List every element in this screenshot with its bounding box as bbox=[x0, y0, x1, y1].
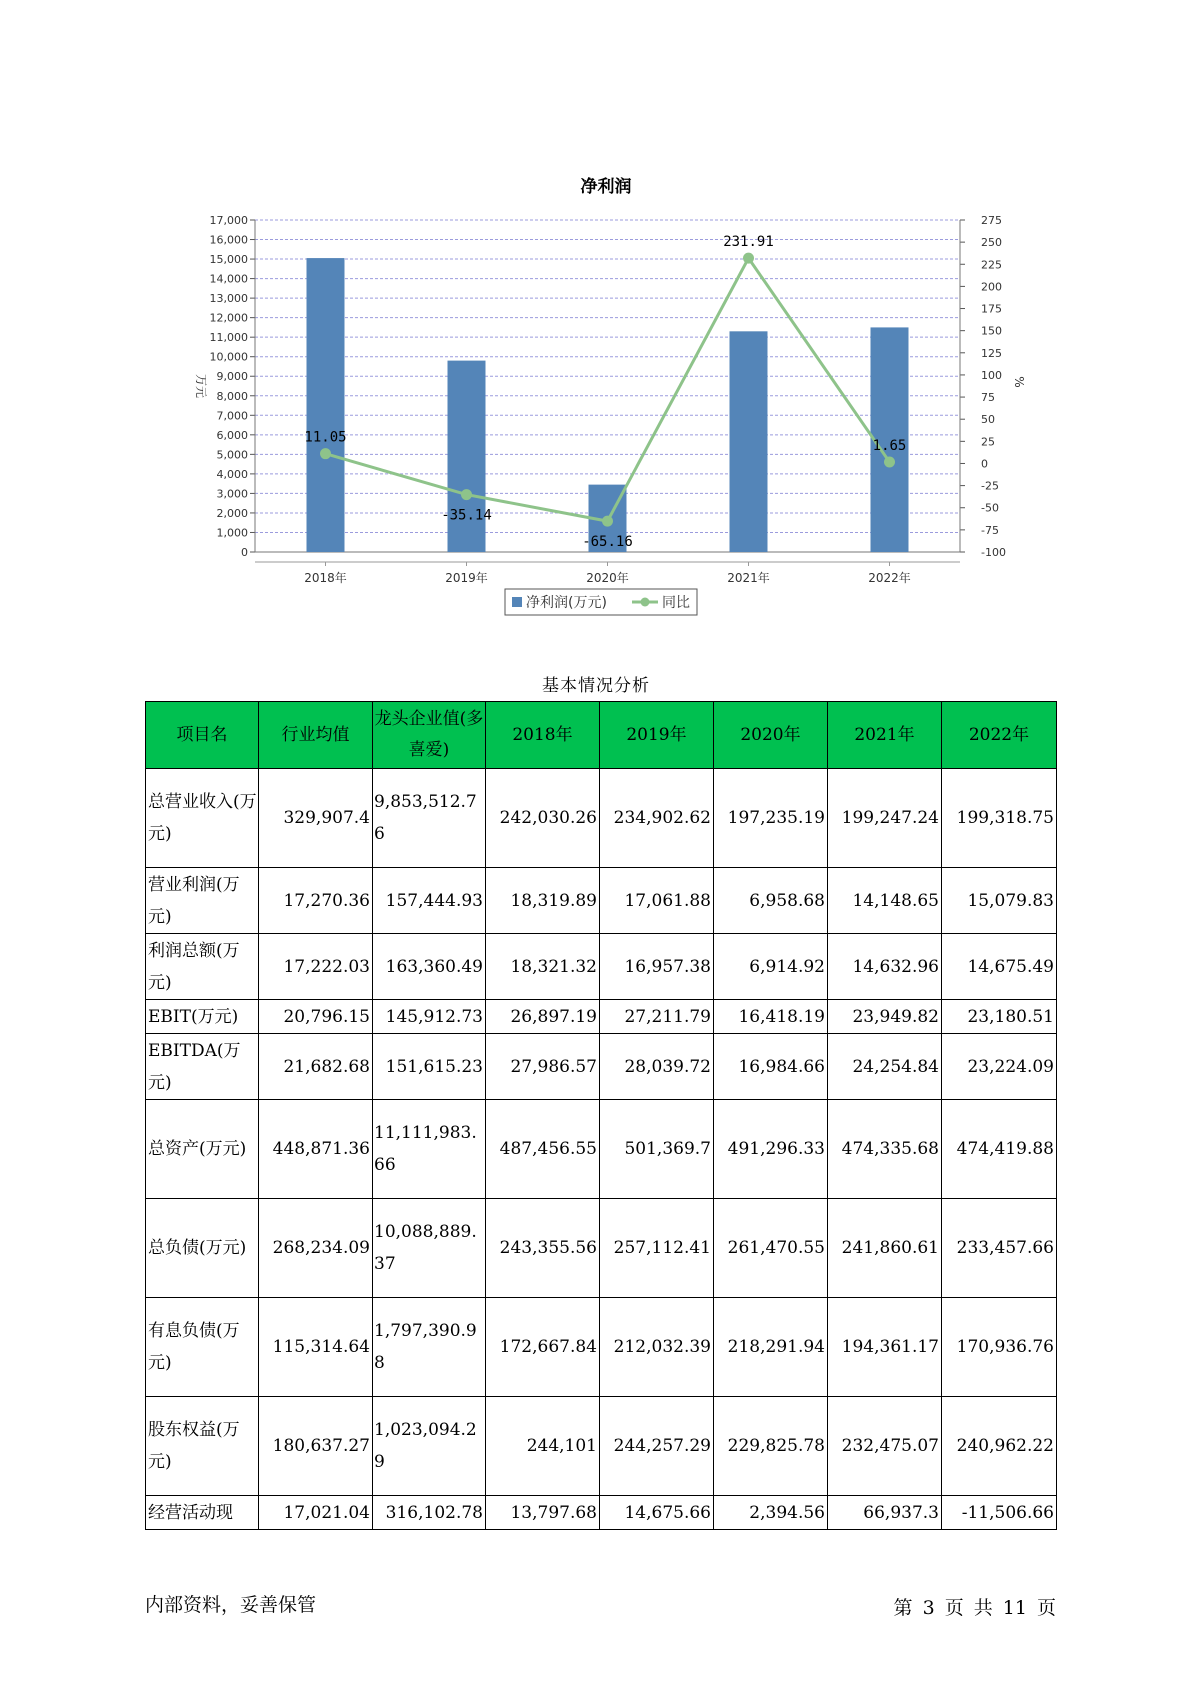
left-tick-label: 5,000 bbox=[216, 448, 248, 462]
table-cell: 261,470.55 bbox=[714, 1199, 828, 1298]
x-tick-label: 2020年 bbox=[586, 571, 629, 585]
basic-analysis-table bbox=[145, 701, 1057, 1530]
header-2022: 2022年 bbox=[942, 702, 1057, 769]
line-yoy bbox=[326, 258, 890, 521]
left-tick-label: 15,000 bbox=[209, 253, 248, 267]
table-cell: 27,986.57 bbox=[486, 1034, 600, 1100]
data-label: -35.14 bbox=[441, 507, 492, 524]
table-cell: -11,506.66 bbox=[942, 1496, 1057, 1530]
left-tick-label: 4,000 bbox=[216, 467, 248, 481]
table-cell: 23,224.09 bbox=[942, 1034, 1057, 1100]
left-tick-label: 16,000 bbox=[209, 233, 248, 247]
table-cell: 151,615.23 bbox=[373, 1034, 486, 1100]
table-cell: 15,079.83 bbox=[942, 868, 1057, 934]
data-label: 1.65 bbox=[872, 438, 907, 455]
line-point-yoy bbox=[602, 516, 613, 527]
line-point-yoy bbox=[320, 448, 331, 459]
table-cell: 157,444.93 bbox=[373, 868, 486, 934]
table-cell: 474,335.68 bbox=[828, 1100, 942, 1199]
header-2018: 2018年 bbox=[486, 702, 600, 769]
table-cell: 244,257.29 bbox=[600, 1397, 714, 1496]
table-cell: 257,112.41 bbox=[600, 1199, 714, 1298]
table-row bbox=[146, 1298, 1057, 1397]
table-cell: 487,456.55 bbox=[486, 1100, 600, 1199]
table-cell: 21,682.68 bbox=[259, 1034, 373, 1100]
table-cell: 6,958.68 bbox=[714, 868, 828, 934]
header-industry-avg: 行业均值 bbox=[259, 702, 373, 769]
left-tick-label: 10,000 bbox=[209, 350, 248, 364]
table-row bbox=[146, 868, 1057, 934]
left-tick-label: 2,000 bbox=[216, 506, 248, 520]
table-row bbox=[146, 1100, 1057, 1199]
table-cell: 243,355.56 bbox=[486, 1199, 600, 1298]
table-row bbox=[146, 1034, 1057, 1100]
table-cell: 20,796.15 bbox=[259, 1000, 373, 1034]
table-cell: 233,457.66 bbox=[942, 1199, 1057, 1298]
table-cell: 13,797.68 bbox=[486, 1496, 600, 1530]
footer-confidential: 内部资料，妥善保管 bbox=[145, 1594, 317, 1616]
table-cell: 199,247.24 bbox=[828, 769, 942, 868]
table-cell: 197,235.19 bbox=[714, 769, 828, 868]
table-cell: 218,291.94 bbox=[714, 1298, 828, 1397]
right-tick-label: -25 bbox=[981, 479, 999, 493]
header-2020: 2020年 bbox=[714, 702, 828, 769]
chart-title: 净利润 bbox=[580, 177, 632, 197]
table-cell: 241,860.61 bbox=[828, 1199, 942, 1298]
table-cell: 229,825.78 bbox=[714, 1397, 828, 1496]
header-leader-value: 龙头企业值(多喜爱) bbox=[373, 702, 486, 769]
data-label: 11.05 bbox=[304, 429, 347, 446]
left-tick-label: 7,000 bbox=[216, 409, 248, 423]
table-cell: 316,102.78 bbox=[373, 1496, 486, 1530]
table-cell: 2,394.56 bbox=[714, 1496, 828, 1530]
table-title: 基本情况分析 bbox=[542, 676, 650, 696]
table-cell: 14,675.66 bbox=[600, 1496, 714, 1530]
table-cell: 16,984.66 bbox=[714, 1034, 828, 1100]
x-tick-label: 2021年 bbox=[727, 571, 770, 585]
table-row bbox=[146, 1000, 1057, 1034]
line-point-yoy bbox=[884, 457, 895, 468]
right-tick-label: 225 bbox=[981, 258, 1002, 272]
table-cell: 268,234.09 bbox=[259, 1199, 373, 1298]
table-cell: 115,314.64 bbox=[259, 1298, 373, 1397]
left-tick-label: 6,000 bbox=[216, 428, 248, 442]
table-cell: 240,962.22 bbox=[942, 1397, 1057, 1496]
table-cell: 24,254.84 bbox=[828, 1034, 942, 1100]
right-tick-label: 125 bbox=[981, 346, 1002, 360]
left-tick-label: 3,000 bbox=[216, 487, 248, 501]
y-axis-right-label: % bbox=[1012, 376, 1026, 388]
table-cell: 23,949.82 bbox=[828, 1000, 942, 1034]
x-tick-label: 2019年 bbox=[445, 571, 488, 585]
table-cell: 17,222.03 bbox=[259, 934, 373, 1000]
table-header-row bbox=[146, 702, 1057, 769]
right-tick-label: -75 bbox=[981, 523, 999, 537]
row-item-name: EBITDA(万元) bbox=[146, 1034, 259, 1100]
right-tick-label: -50 bbox=[981, 501, 999, 515]
table-row bbox=[146, 1496, 1057, 1530]
table-row bbox=[146, 1397, 1057, 1496]
left-tick-label: 17,000 bbox=[209, 214, 248, 227]
data-label: -65.16 bbox=[582, 534, 633, 551]
table-cell: 199,318.75 bbox=[942, 769, 1057, 868]
table-cell: 17,021.04 bbox=[259, 1496, 373, 1530]
right-tick-label: 0 bbox=[981, 457, 988, 471]
x-tick-label: 2022年 bbox=[868, 571, 911, 585]
table-cell: 66,937.3 bbox=[828, 1496, 942, 1530]
table-cell: 10,088,889.37 bbox=[373, 1199, 486, 1298]
table-cell: 212,032.39 bbox=[600, 1298, 714, 1397]
net-profit-chart bbox=[0, 0, 1191, 640]
left-tick-label: 9,000 bbox=[216, 370, 248, 384]
table-cell: 474,419.88 bbox=[942, 1100, 1057, 1199]
bar-net-profit bbox=[307, 258, 345, 552]
table-cell: 501,369.7 bbox=[600, 1100, 714, 1199]
table-cell: 244,101 bbox=[486, 1397, 600, 1496]
header-2019: 2019年 bbox=[600, 702, 714, 769]
right-tick-label: 75 bbox=[981, 391, 995, 405]
left-tick-label: 11,000 bbox=[209, 331, 248, 345]
table-cell: 16,957.38 bbox=[600, 934, 714, 1000]
row-item-name: 总资产(万元) bbox=[146, 1100, 259, 1199]
left-tick-label: 12,000 bbox=[209, 311, 248, 325]
table-cell: 234,902.62 bbox=[600, 769, 714, 868]
row-item-name: 营业利润(万元) bbox=[146, 868, 259, 934]
table-cell: 145,912.73 bbox=[373, 1000, 486, 1034]
table-row bbox=[146, 934, 1057, 1000]
row-item-name: EBIT(万元) bbox=[146, 1000, 259, 1034]
right-tick-label: -100 bbox=[981, 546, 1006, 559]
legend-bar-swatch bbox=[512, 597, 522, 607]
table-cell: 28,039.72 bbox=[600, 1034, 714, 1100]
table-cell: 16,418.19 bbox=[714, 1000, 828, 1034]
table-cell: 18,321.32 bbox=[486, 934, 600, 1000]
table-cell: 17,270.36 bbox=[259, 868, 373, 934]
left-tick-label: 0 bbox=[241, 546, 248, 559]
table-row bbox=[146, 1199, 1057, 1298]
row-item-name: 股东权益(万元) bbox=[146, 1397, 259, 1496]
left-tick-label: 14,000 bbox=[209, 272, 248, 286]
table-cell: 26,897.19 bbox=[486, 1000, 600, 1034]
table-cell: 491,296.33 bbox=[714, 1100, 828, 1199]
right-tick-label: 250 bbox=[981, 236, 1002, 250]
table-cell: 14,148.65 bbox=[828, 868, 942, 934]
table-cell: 242,030.26 bbox=[486, 769, 600, 868]
table-cell: 14,632.96 bbox=[828, 934, 942, 1000]
left-tick-label: 8,000 bbox=[216, 389, 248, 403]
chart-canvas bbox=[0, 0, 1191, 640]
header-item-name: 项目名 bbox=[146, 702, 259, 769]
right-tick-label: 175 bbox=[981, 302, 1002, 316]
row-item-name: 利润总额(万元) bbox=[146, 934, 259, 1000]
table-cell: 18,319.89 bbox=[486, 868, 600, 934]
right-tick-label: 50 bbox=[981, 413, 995, 427]
table-cell: 170,936.76 bbox=[942, 1298, 1057, 1397]
legend-line-marker bbox=[641, 598, 650, 607]
table-cell: 17,061.88 bbox=[600, 868, 714, 934]
right-tick-label: 25 bbox=[981, 435, 995, 449]
y-axis-left-label: 万元 bbox=[194, 373, 208, 399]
table-cell: 11,111,983.66 bbox=[373, 1100, 486, 1199]
table-cell: 23,180.51 bbox=[942, 1000, 1057, 1034]
right-tick-label: 100 bbox=[981, 368, 1002, 382]
legend-yoy: 同比 bbox=[662, 595, 690, 611]
row-item-name: 有息负债(万元) bbox=[146, 1298, 259, 1397]
table-cell: 1,797,390.98 bbox=[373, 1298, 486, 1397]
table-cell: 172,667.84 bbox=[486, 1298, 600, 1397]
left-tick-label: 13,000 bbox=[209, 292, 248, 306]
table-row bbox=[146, 769, 1057, 868]
table-cell: 163,360.49 bbox=[373, 934, 486, 1000]
right-tick-label: 150 bbox=[981, 324, 1002, 338]
table-cell: 194,361.17 bbox=[828, 1298, 942, 1397]
footer-page-number: 第 3 页 共 11 页 bbox=[893, 1597, 1056, 1619]
table-cell: 27,211.79 bbox=[600, 1000, 714, 1034]
table-cell: 6,914.92 bbox=[714, 934, 828, 1000]
data-label: 231.91 bbox=[723, 234, 774, 251]
header-2021: 2021年 bbox=[828, 702, 942, 769]
right-tick-label: 275 bbox=[981, 214, 1002, 227]
line-point-yoy bbox=[743, 253, 754, 264]
table-cell: 180,637.27 bbox=[259, 1397, 373, 1496]
right-tick-label: 200 bbox=[981, 280, 1002, 294]
table-cell: 232,475.07 bbox=[828, 1397, 942, 1496]
table-cell: 9,853,512.76 bbox=[373, 769, 486, 868]
line-point-yoy bbox=[461, 489, 472, 500]
table-cell: 1,023,094.29 bbox=[373, 1397, 486, 1496]
bar-net-profit bbox=[730, 331, 768, 552]
row-item-name: 总负债(万元) bbox=[146, 1199, 259, 1298]
left-tick-label: 1,000 bbox=[216, 526, 248, 540]
row-item-name: 总营业收入(万元) bbox=[146, 769, 259, 868]
table-cell: 448,871.36 bbox=[259, 1100, 373, 1199]
legend-net-profit: 净利润(万元) bbox=[526, 595, 607, 611]
x-tick-label: 2018年 bbox=[304, 571, 347, 585]
table-cell: 329,907.4 bbox=[259, 769, 373, 868]
row-item-name: 经营活动现 bbox=[146, 1496, 259, 1530]
table-cell: 14,675.49 bbox=[942, 934, 1057, 1000]
